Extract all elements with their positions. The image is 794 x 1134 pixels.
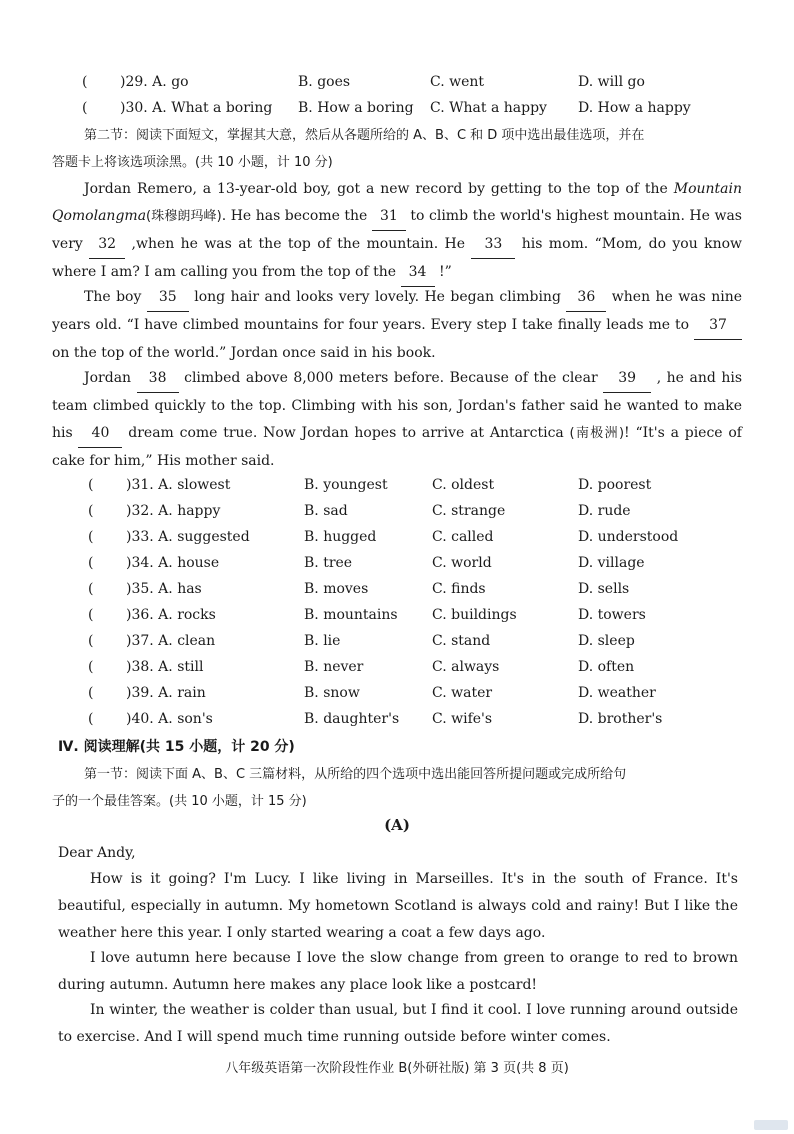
passage-paragraph-3: Jordan 38 climbed above 8,000 meters before. Because of the clear 39 , he and his team climbed quickly to the top. Climbing with his son, Jordan's father said he wanted to make his 40 dream come true. Now Jordan hopes to arrive at Antarctica (南极洲)! “It's a piece of cake for him,” His mother said. [52,365,742,475]
option-d: D. How a happy [578,100,691,116]
answer-paren: ( [88,711,94,727]
option-b: B. sad [304,503,348,519]
option-c: C. finds [432,581,486,597]
blank-31: 31 [372,203,406,231]
section4-instruction-cont: 子的一个最佳答案。(共 10 小题，计 15 分) [52,794,307,809]
answer-paren: ( [88,581,94,597]
blank-39: 39 [603,365,651,393]
option-c: C. world [432,555,492,571]
option-d: D. rude [578,503,631,519]
blank-37: 37 [694,312,742,340]
watermark-logo [754,1120,788,1130]
letter-paragraph-1: How is it going? I'm Lucy. I like living in Marseilles. It's in the south of France. It's beautiful, especially in autumn. My hometown Scotland is always cold and rainy! But I like the weather here this year. I only started wearing a coat a few days ago. [58,871,738,941]
option-b: B. youngest [304,477,388,493]
option-row-36 [0,603,794,627]
option-a: )36. A. rocks [126,607,216,623]
option-b: B. hugged [304,529,377,545]
option-a: )37. A. clean [126,633,216,649]
page-footer: 八年级英语第一次阶段性作业 B(外研社版) 第 3 页(共 8 页) [225,1061,569,1076]
answer-paren: ( [88,555,94,571]
blank-35: 35 [147,284,189,312]
answer-paren: ( [88,477,94,493]
option-c: C. called [432,529,494,545]
option-a: )31. A. slowest [126,477,231,493]
option-a: )35. A. has [126,581,202,597]
option-a: )38. A. still [126,659,204,675]
letter-paragraph-3: In winter, the weather is colder than usual, but I find it cool. I love running around outside to exercise. And I will spend much time running outside before winter comes. [58,1002,738,1045]
option-b: B. mountains [304,607,398,623]
section4-title: Ⅳ. 阅读理解(共 15 小题，计 20 分) [58,739,295,755]
option-b: B. never [304,659,364,675]
answer-paren: ( [82,74,88,90]
answer-paren: ( [88,529,94,545]
option-row-39 [0,681,794,705]
blank-36: 36 [566,284,606,312]
option-d: D. brother's [578,711,663,727]
option-c: C. strange [432,503,506,519]
blank-38: 38 [137,365,179,393]
option-a: )32. A. happy [126,503,221,519]
option-a: )40. A. son's [126,711,213,727]
passage-label-a: (A) [384,816,410,834]
answer-paren: ( [88,685,94,701]
option-row-30 [0,96,794,120]
option-b: B. moves [304,581,369,597]
passage-paragraph-2: The boy 35 long hair and looks very lovely. He began climbing 36 when he was nine years old. “I have climbed mountains for four years. Every step I take finally leads me to 37 on the top of the world.” Jordan once said in his book. [52,284,742,367]
option-c: C. oldest [432,477,495,493]
section2-instruction-cont: 答题卡上将该选项涂黑。(共 10 小题，计 10 分) [52,155,333,170]
letter-greeting: Dear Andy, [58,845,136,861]
option-a: )34. A. house [126,555,220,571]
option-row-35 [0,577,794,601]
section4-instruction: 第一节：阅读下面 A、B、C 三篇材料，从所给的四个选项中选出能回答所提问题或完成所给句 [84,767,627,782]
passage-paragraph-1: Jordan Remero, a 13-year-old boy, got a new record by getting to the top of the Mountain Qomolangma(珠穆朗玛峰). He has become the 31 to climb the world's highest mountain. He was very 32 ,when he was at the top of the mountain. He 33 his mom. “Mom, do you know where I am? I am calling you from the top of the 34 !” [52,176,742,287]
blank-33: 33 [471,231,515,259]
option-row-33 [0,525,794,549]
option-c: C. buildings [432,607,517,623]
blank-40: 40 [78,420,122,448]
option-b: B. daughter's [304,711,400,727]
option-b: B. goes [298,74,351,90]
option-row-31 [0,473,794,497]
option-c: C. wife's [432,711,493,727]
option-row-38 [0,655,794,679]
option-d: D. sleep [578,633,635,649]
answer-paren: ( [88,659,94,675]
option-c: C. water [432,685,493,701]
option-row-37 [0,629,794,653]
option-d: D. often [578,659,635,675]
option-row-32 [0,499,794,523]
option-b: B. tree [304,555,353,571]
letter-paragraph-2: I love autumn here because I love the slow change from green to orange to red to brown during autumn. Autumn here makes any place look like a postcard! [58,950,738,993]
section2-instruction: 第二节：阅读下面短文，掌握其大意，然后从各题所给的 A、B、C 和 D 项中选出最佳选项，并在 [84,128,645,143]
option-d: D. sells [578,581,630,597]
blank-32: 32 [89,231,125,259]
option-a: )39. A. rain [126,685,206,701]
option-b: B. lie [304,633,341,649]
option-d: D. understood [578,529,679,545]
option-row-34 [0,551,794,575]
option-b: B. snow [304,685,360,701]
answer-paren: ( [82,100,88,116]
option-c: C. always [432,659,500,675]
option-a: )29. A. go [120,74,189,90]
answer-paren: ( [88,633,94,649]
option-c: C. stand [432,633,491,649]
answer-paren: ( [88,503,94,519]
option-a: )30. A. What a boring [120,100,273,116]
option-b: B. How a boring [298,100,414,116]
option-row-40 [0,707,794,731]
option-d: D. village [578,555,645,571]
blank-34: 34 [401,259,435,287]
option-d: D. poorest [578,477,652,493]
answer-paren: ( [88,607,94,623]
option-d: D. weather [578,685,656,701]
option-a: )33. A. suggested [126,529,250,545]
option-c: C. went [430,74,485,90]
mountain-name: Mountain Qomolangma [52,181,742,224]
option-c: C. What a happy [430,100,547,116]
option-d: D. towers [578,607,646,623]
option-d: D. will go [578,74,645,90]
option-row-29 [0,70,794,94]
